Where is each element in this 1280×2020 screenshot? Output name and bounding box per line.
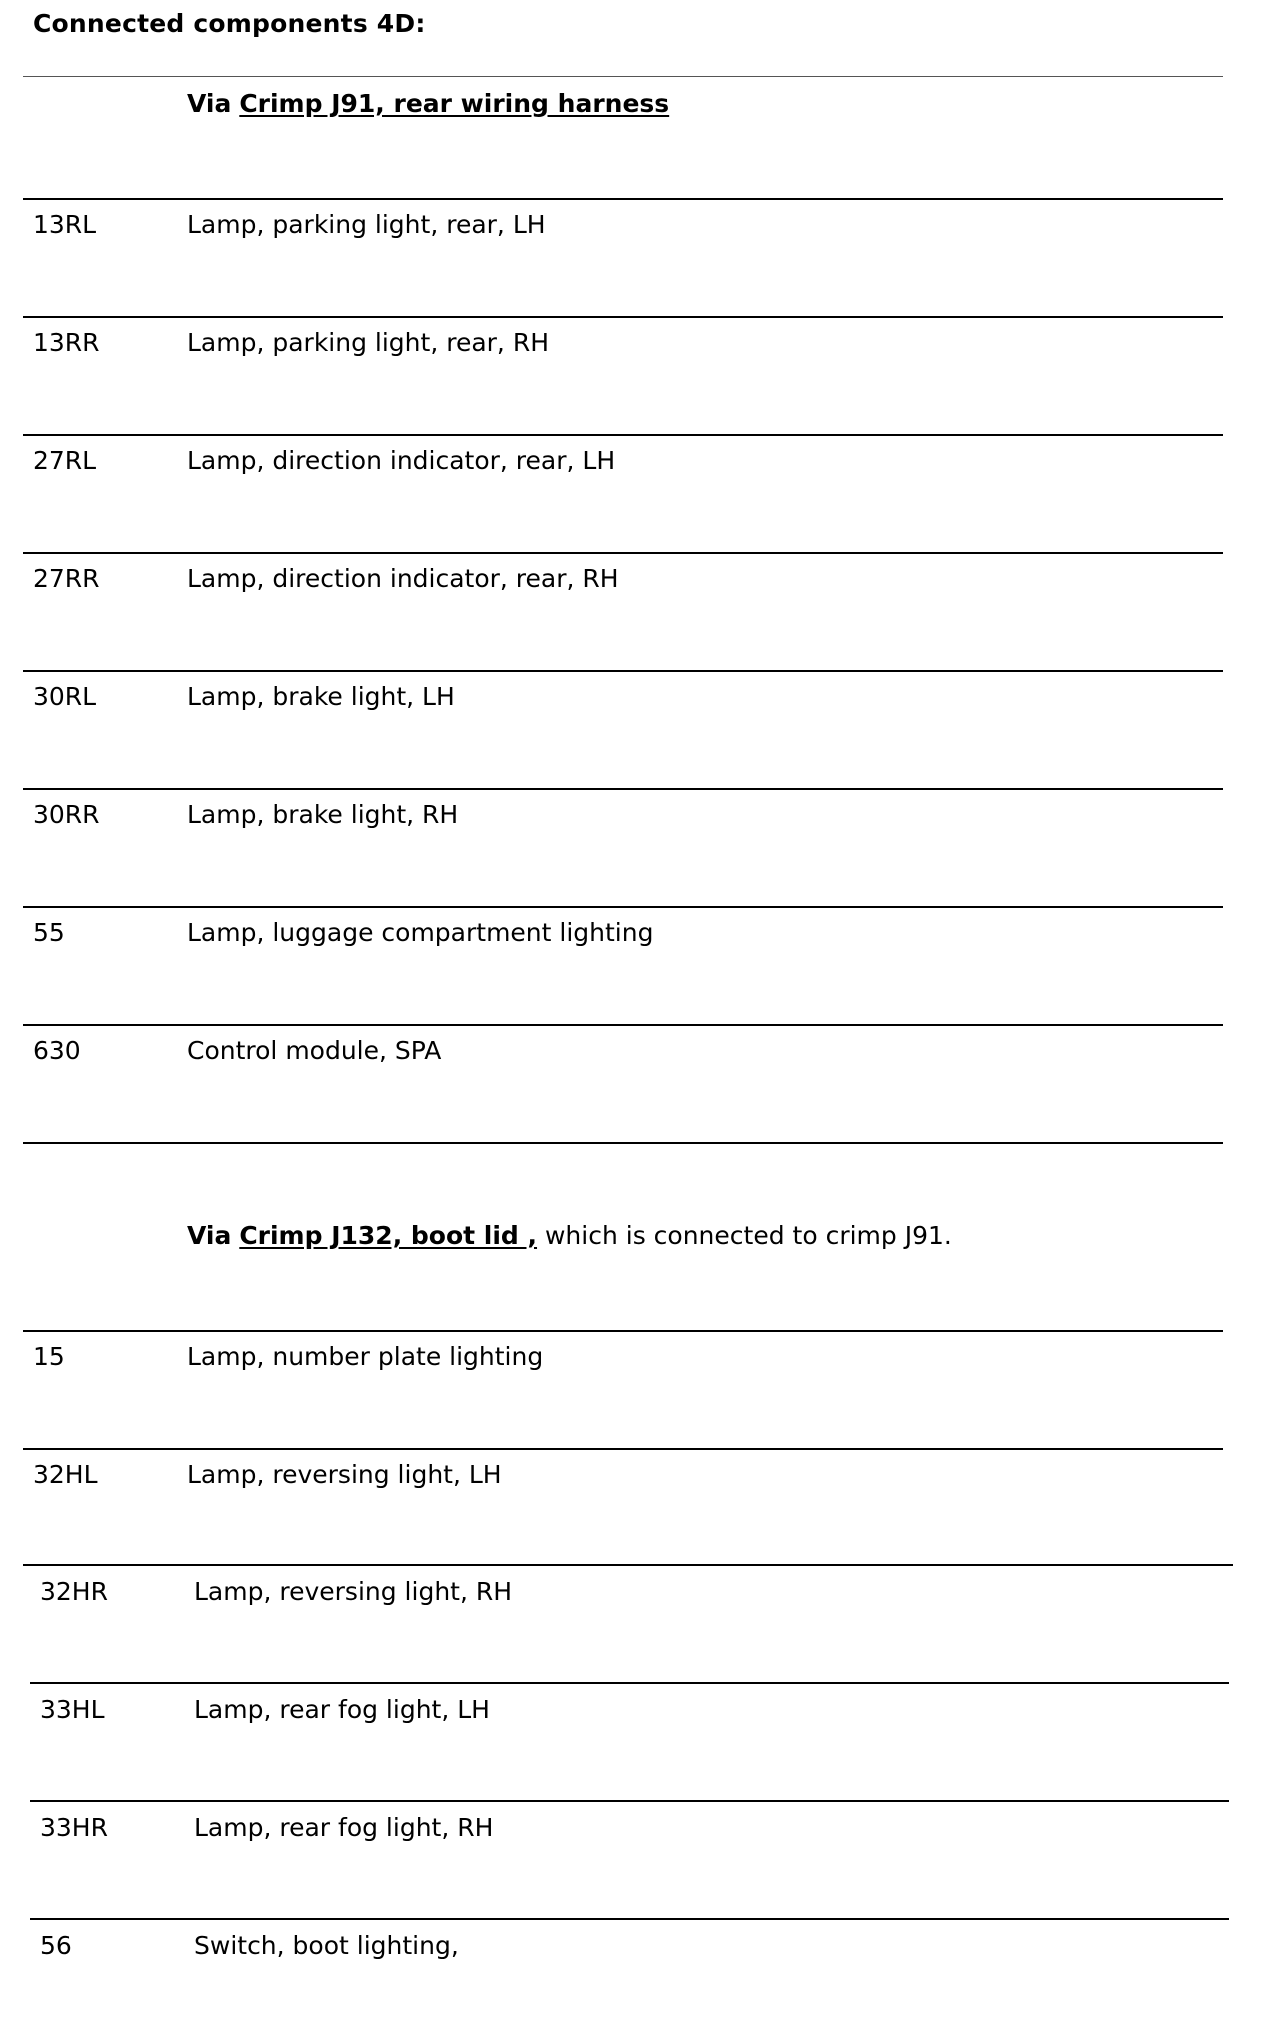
crimp-j91-link[interactable]: Crimp J91, rear wiring harness <box>239 89 670 118</box>
table-row <box>0 1460 1280 1500</box>
row-divider <box>23 198 1223 200</box>
component-code: 27RL <box>33 446 97 475</box>
component-description: Lamp, brake light, RH <box>187 800 459 829</box>
component-code: 32HL <box>33 1460 98 1489</box>
component-description: Switch, boot lighting, <box>194 1931 459 1960</box>
component-description: Lamp, luggage compartment lighting <box>187 918 654 947</box>
component-description: Lamp, parking light, rear, RH <box>187 328 549 357</box>
component-code: 30RR <box>33 800 100 829</box>
component-description: Lamp, direction indicator, rear, LH <box>187 446 616 475</box>
table-row <box>0 800 1280 840</box>
row-divider <box>23 906 1223 908</box>
component-description: Lamp, direction indicator, rear, RH <box>187 564 619 593</box>
component-code: 56 <box>40 1931 72 1960</box>
section-divider <box>23 1142 1223 1144</box>
row-divider <box>23 788 1223 790</box>
row-divider <box>23 1448 1223 1450</box>
component-code: 27RR <box>33 564 100 593</box>
title-divider <box>23 76 1223 77</box>
row-divider <box>23 1330 1223 1332</box>
crimp-j132-link[interactable]: Crimp J132, boot lid , <box>239 1221 538 1250</box>
table-row <box>0 1931 1280 1971</box>
component-description: Lamp, number plate lighting <box>187 1342 544 1371</box>
table-row <box>0 1342 1280 1382</box>
component-code: 32HR <box>40 1577 108 1606</box>
component-code: 33HR <box>40 1813 108 1842</box>
row-divider <box>23 670 1223 672</box>
row-divider <box>23 552 1223 554</box>
component-description: Lamp, rear fog light, LH <box>194 1695 490 1724</box>
component-description: Lamp, reversing light, RH <box>194 1577 513 1606</box>
page-title: Connected components 4D: <box>33 9 426 38</box>
section-heading-j132 <box>187 1221 952 1250</box>
component-description: Control module, SPA <box>187 1036 442 1065</box>
table-row <box>0 918 1280 958</box>
row-divider <box>23 1024 1223 1026</box>
table-row <box>0 210 1280 250</box>
component-description: Lamp, reversing light, LH <box>187 1460 502 1489</box>
table-row <box>0 682 1280 722</box>
component-description: Lamp, rear fog light, RH <box>194 1813 494 1842</box>
table-row <box>0 1036 1280 1076</box>
table-row <box>0 1577 1280 1617</box>
table-row <box>0 446 1280 486</box>
component-code: 13RR <box>33 328 100 357</box>
section-tail-text: which is connected to crimp J91. <box>537 1221 952 1250</box>
table-row <box>0 1695 1280 1735</box>
row-divider <box>30 1682 1229 1684</box>
row-divider <box>30 1800 1229 1802</box>
component-description: Lamp, brake light, LH <box>187 682 455 711</box>
component-code: 55 <box>33 918 65 947</box>
row-divider <box>23 434 1223 436</box>
component-code: 13RL <box>33 210 97 239</box>
component-code: 15 <box>33 1342 65 1371</box>
row-divider <box>23 316 1223 318</box>
table-row <box>0 328 1280 368</box>
section-via-label: Via <box>187 1221 232 1250</box>
row-divider <box>23 1564 1233 1566</box>
component-code: 630 <box>33 1036 81 1065</box>
component-code: 33HL <box>40 1695 105 1724</box>
component-code: 30RL <box>33 682 97 711</box>
section-heading-j91 <box>187 89 669 118</box>
row-divider <box>30 1918 1229 1920</box>
component-description: Lamp, parking light, rear, LH <box>187 210 546 239</box>
section-via-label: Via <box>187 89 232 118</box>
table-row <box>0 1813 1280 1853</box>
table-row <box>0 564 1280 604</box>
